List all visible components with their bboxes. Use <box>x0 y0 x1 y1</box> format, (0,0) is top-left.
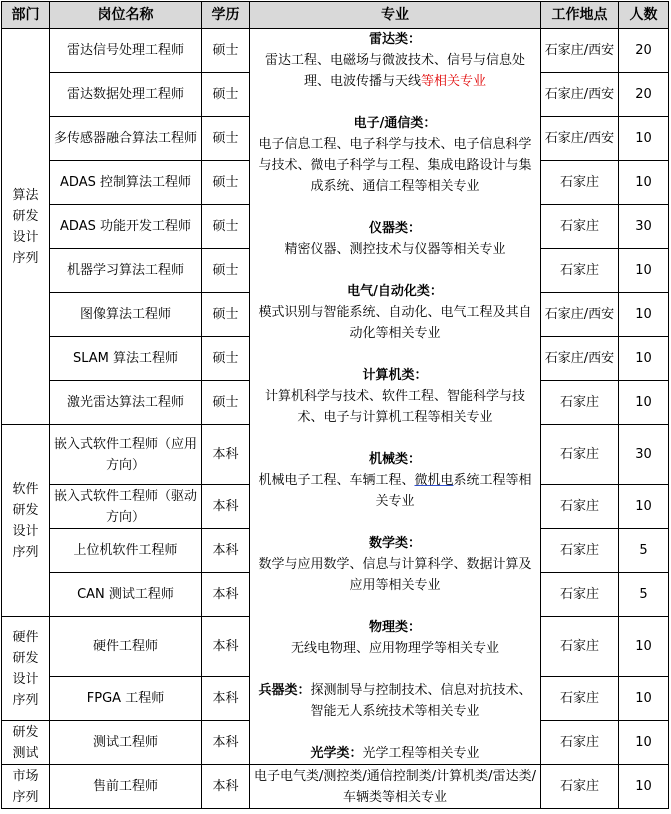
major-block-weapons: 兵器类：探测制导与控制技术、信息对抗技术、智能无人系统技术等相关专业 <box>258 683 532 719</box>
job-headcount: 20 <box>619 73 669 117</box>
major-block-mechanical: 机械类： 机械电子工程、车辆工程、微机电系统工程等相关专业 <box>258 452 532 509</box>
job-headcount: 10 <box>619 721 669 765</box>
header-major: 专业 <box>250 2 541 29</box>
job-headcount: 10 <box>619 249 669 293</box>
table-row <box>2 765 669 809</box>
job-education: 本科 <box>202 617 250 677</box>
job-education: 本科 <box>202 425 250 485</box>
header-location: 工作地点 <box>541 2 619 29</box>
job-education: 本科 <box>202 485 250 529</box>
job-location: 石家庄 <box>541 529 619 573</box>
job-location: 石家庄 <box>541 677 619 721</box>
job-education: 硕士 <box>202 161 250 205</box>
major-block-physics: 物理类： 无线电物理、应用物理学等相关专业 <box>290 620 499 656</box>
job-headcount: 5 <box>619 573 669 617</box>
job-education: 硕士 <box>202 73 250 117</box>
job-title: FPGA 工程师 <box>50 677 202 721</box>
job-title: 图像算法工程师 <box>50 293 202 337</box>
dept-cell <box>2 765 50 809</box>
job-location: 石家庄 <box>541 161 619 205</box>
header-headcount: 人数 <box>619 2 669 29</box>
job-headcount: 10 <box>619 381 669 425</box>
job-title: ADAS 功能开发工程师 <box>50 205 202 249</box>
job-education: 本科 <box>202 765 250 809</box>
job-title: ADAS 控制算法工程师 <box>50 161 202 205</box>
major-block-electronics: 电子/通信类： 电子信息工程、电子科学与技术、电子信息科学与技术、微电子科学与工程、集成电路设计与集成系统、通信工程等相关专业 <box>258 116 532 194</box>
job-title: 激光雷达算法工程师 <box>50 381 202 425</box>
job-location: 石家庄 <box>541 765 619 809</box>
job-headcount: 10 <box>619 617 669 677</box>
dept-cell <box>2 29 50 425</box>
job-education: 硕士 <box>202 381 250 425</box>
job-location: 石家庄/西安 <box>541 73 619 117</box>
job-headcount: 10 <box>619 293 669 337</box>
job-title: 机器学习算法工程师 <box>50 249 202 293</box>
job-location: 石家庄/西安 <box>541 29 619 73</box>
job-location: 石家庄 <box>541 425 619 485</box>
job-title: SLAM 算法工程师 <box>50 337 202 381</box>
table-row <box>2 29 669 73</box>
job-education: 本科 <box>202 529 250 573</box>
job-headcount: 5 <box>619 529 669 573</box>
job-location: 石家庄 <box>541 573 619 617</box>
job-education: 硕士 <box>202 249 250 293</box>
dept-label: 市场序列 <box>12 768 39 805</box>
job-education: 硕士 <box>202 117 250 161</box>
job-title: 雷达信号处理工程师 <box>50 29 202 73</box>
header-department: 部门 <box>2 2 50 29</box>
job-title: 上位机软件工程师 <box>50 529 202 573</box>
job-headcount: 10 <box>619 485 669 529</box>
job-headcount: 30 <box>619 425 669 485</box>
major-block-radar: 雷达类： 雷达工程、电磁场与微波技术、信号与信息处理、电波传播与天线等相关专业 <box>264 32 525 89</box>
job-location: 石家庄/西安 <box>541 337 619 381</box>
dept-cell <box>2 617 50 721</box>
major-requirements <box>250 29 541 765</box>
header-education: 学历 <box>202 2 250 29</box>
market-major: 电子电气类/测控类/通信控制类/计算机类/雷达类/车辆类等相关专业 <box>250 765 541 809</box>
job-title: CAN 测试工程师 <box>50 573 202 617</box>
job-education: 本科 <box>202 573 250 617</box>
major-block-computer: 计算机类： 计算机科学与技术、软件工程、智能科学与技术、电子与计算机工程等相关专业 <box>264 368 525 425</box>
job-location: 石家庄 <box>541 485 619 529</box>
job-location: 石家庄/西安 <box>541 117 619 161</box>
job-location: 石家庄 <box>541 617 619 677</box>
job-headcount: 10 <box>619 765 669 809</box>
major-block-electrical: 电气/自动化类： 模式识别与智能系统、自动化、电气工程及其自动化等相关专业 <box>258 284 532 341</box>
dept-label: 硬件研发设计序列 <box>12 629 39 708</box>
dept-label: 算法研发设计序列 <box>12 187 39 266</box>
job-headcount: 30 <box>619 205 669 249</box>
job-title: 售前工程师 <box>50 765 202 809</box>
major-block-instrument: 仪器类： 精密仪器、测控技术与仪器等相关专业 <box>284 221 506 257</box>
job-education: 硕士 <box>202 29 250 73</box>
job-location: 石家庄 <box>541 721 619 765</box>
job-headcount: 20 <box>619 29 669 73</box>
major-block-optics: 光学类：光学工程等相关专业 <box>310 746 480 761</box>
header-row <box>2 2 669 29</box>
major-block-math: 数学类： 数学与应用数学、信息与计算科学、数据计算及应用等相关专业 <box>258 536 532 593</box>
dept-label: 软件研发设计序列 <box>12 481 39 560</box>
job-education: 硕士 <box>202 293 250 337</box>
job-title: 嵌入式软件工程师（应用方向） <box>50 425 202 485</box>
job-title: 多传感器融合算法工程师 <box>50 117 202 161</box>
header-job-title: 岗位名称 <box>50 2 202 29</box>
dept-cell <box>2 425 50 617</box>
job-title: 嵌入式软件工程师（驱动方向） <box>50 485 202 529</box>
job-location: 石家庄 <box>541 205 619 249</box>
job-title: 雷达数据处理工程师 <box>50 73 202 117</box>
dept-label: 研发测试 <box>12 724 39 761</box>
job-education: 硕士 <box>202 337 250 381</box>
job-headcount: 10 <box>619 677 669 721</box>
dept-cell <box>2 721 50 765</box>
job-location: 石家庄 <box>541 381 619 425</box>
job-location: 石家庄/西安 <box>541 293 619 337</box>
recruitment-table <box>1 1 669 809</box>
job-education: 本科 <box>202 721 250 765</box>
job-education: 本科 <box>202 677 250 721</box>
job-education: 硕士 <box>202 205 250 249</box>
job-title: 硬件工程师 <box>50 617 202 677</box>
job-headcount: 10 <box>619 161 669 205</box>
job-headcount: 10 <box>619 117 669 161</box>
job-location: 石家庄 <box>541 249 619 293</box>
job-headcount: 10 <box>619 337 669 381</box>
job-title: 测试工程师 <box>50 721 202 765</box>
